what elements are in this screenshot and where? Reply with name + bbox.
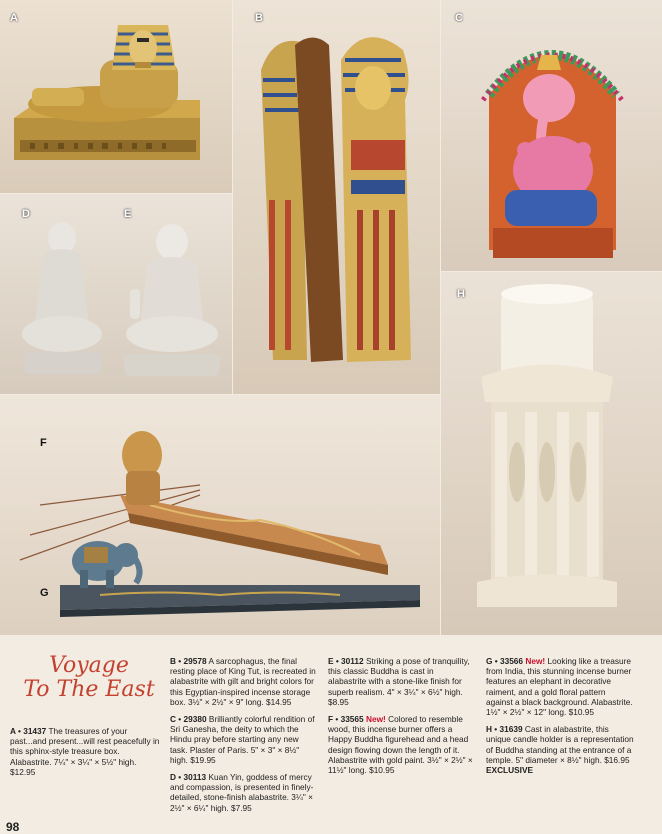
label-e: E (124, 208, 132, 220)
label-b: B (255, 12, 263, 24)
item-g-new-badge: New! (525, 656, 546, 666)
item-b-text: A sarcophagus, the final resting place of King Tut, is recreated in alabastrite with gilt and bright colors for this Egyptian-inspired incense storage box. 3½" × 2½" × 9" long. $14.95 (170, 656, 316, 707)
item-c (170, 714, 318, 765)
label-g: G (40, 587, 49, 599)
photo-ganesha (441, 0, 662, 271)
copy-column-3 (328, 656, 474, 782)
incense-burners-image (0, 395, 440, 635)
kuan-yin-buddha-image (0, 194, 232, 394)
label-h: H (457, 288, 465, 300)
label-f: F (40, 437, 47, 449)
title-line-2: To The East (23, 677, 155, 702)
item-e (328, 656, 474, 707)
sphinx-image (0, 0, 232, 193)
item-c-code: C • 29380 (170, 714, 207, 725)
item-a-text: The treasures of your past...and present...will rest peacefully in this sphinx-style treasure box. Alabastrite. 7¼" × 3¼" × 5½" high. $12.95 (10, 726, 160, 777)
label-a: A (10, 12, 18, 24)
item-c-text: Brilliantly colorful rendition of Sri Ganesha, the deity to which the Hindu pray before starting any new task. Plaster of Paris. 5" × 3" × 8½" high. $19.95 (170, 714, 315, 765)
title-line-1: Voyage (49, 653, 129, 678)
section-title (14, 654, 164, 702)
item-g-code: G • 33566 (486, 656, 524, 666)
photo-incense-burners (0, 395, 440, 635)
item-h-text: Cast in alabastrite, this unique candle holder is a representation of Buddha standing at the entrance of a temple. 5" diameter × 8½" high. $16.95 (486, 724, 634, 765)
label-d: D (22, 208, 30, 220)
item-h-code: H • 31639 (486, 724, 523, 735)
item-b (170, 656, 318, 707)
item-a (10, 726, 160, 777)
copy-column-4 (486, 656, 634, 782)
item-d-code: D • 30113 (170, 772, 207, 783)
copy-column-2 (170, 656, 318, 820)
item-e-text: Striking a pose of tranquility, this classic Buddha is cast in alabastrite with a stone-like finish for superb realism. 4" × 3¼" × 6½" high. $8.95 (328, 656, 470, 707)
item-g-text: Looking like a treasure from India, this stunning incense burner features an elephant in decorative raiment, and a gold floral pattern against a black background. Alabastrite. 1½" × 2½" × 12" long. $10.95 (486, 656, 633, 718)
item-f-text: Colored to resemble wood, this incense burner offers a Happy Buddha figurehead and a head design flowing down the length of it. Alabastrite with gold paint. 3½" × 2½" × 11½" long. $10.95 (328, 714, 473, 776)
sarcophagus-image (233, 0, 440, 394)
item-b-code: B • 29578 (170, 656, 207, 666)
ganesha-image (441, 0, 662, 271)
photo-sphinx-box (0, 0, 232, 193)
item-f-code: F • 33565 (328, 714, 364, 725)
item-d-text: Kuan Yin, goddess of mercy and compassion, is presented in finely-detailed, stone-finish alabastrite. 3¼" × 2½" × 6¼" high. $7.95 (170, 772, 314, 813)
item-a-code: A • 31437 (10, 726, 47, 736)
copy-column-1 (10, 726, 160, 784)
candle-holder-image (441, 272, 662, 635)
page-number: 98 (6, 820, 20, 834)
item-e-code: E • 30112 (328, 656, 364, 666)
item-f (328, 714, 474, 775)
photo-kuan-yin-buddha (0, 194, 232, 394)
item-g (486, 656, 634, 717)
photo-sarcophagus (233, 0, 440, 394)
item-h (486, 724, 634, 775)
label-c: C (455, 12, 463, 24)
item-f-new-badge: New! (365, 714, 386, 725)
item-d (170, 772, 318, 813)
photo-candle-holder (441, 272, 662, 635)
item-h-exclusive: EXCLUSIVE (486, 765, 534, 776)
